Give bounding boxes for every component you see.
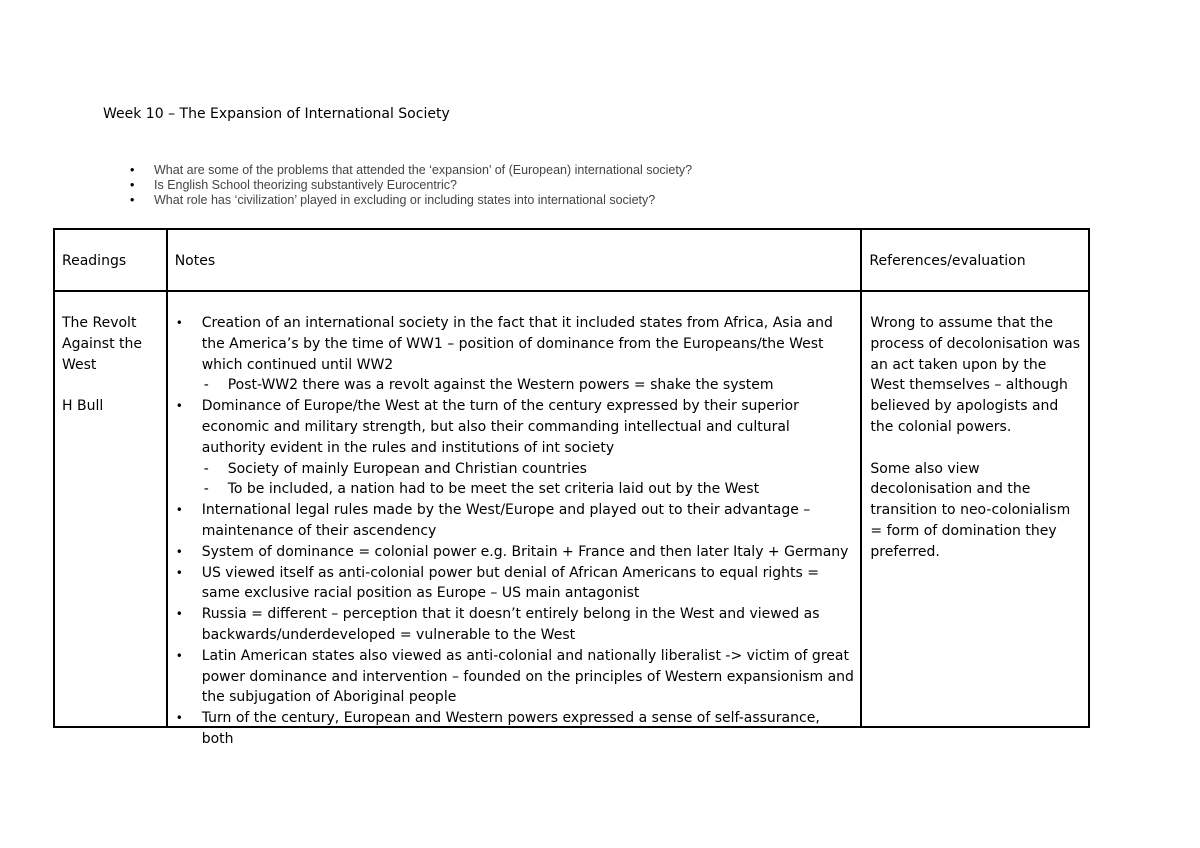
note-text: Creation of an international society in the fact that it included states from Africa, Asia and the America’s by the time of WW1 – position of dominance from the Europeans/the West which continued until WW2 [201,315,833,373]
reading-title-line: Against the [62,335,143,352]
note-subitem [168,375,855,396]
note-subitem [168,479,855,500]
dash-icon: - [203,481,209,498]
table-header-row [54,229,1089,291]
bullet-icon: • [175,399,183,414]
readings-table [53,228,1090,747]
note-item [168,500,855,542]
note-text: International legal rules made by the West/Europe and played out to their advantage – maintenance of their ascendency [201,502,811,539]
bullet-icon: • [175,316,183,330]
evaluation-cell [861,291,1089,727]
bullet-icon: • [130,178,135,192]
question-item [130,178,692,193]
question-text: What role has ‘civilization’ played in excluding or including states into international society? [154,193,656,207]
header-references-label: References/evaluation [869,252,1026,269]
note-subitem [168,459,855,480]
note-item [168,708,855,750]
question-text: What are some of the problems that attended the ‘expansion’ of (European) international society? [154,163,693,177]
dash-icon: - [203,377,209,394]
question-item [130,163,692,178]
header-notes [167,229,862,291]
bullet-icon: • [130,163,135,177]
note-item [168,396,855,458]
note-item [168,563,855,605]
evaluation-paragraph: Some also view decolonisation and the transition to neo-colonialism = form of domination they preferred. [870,460,1071,560]
question-item [130,193,692,208]
note-item [168,646,855,708]
header-references [861,229,1089,291]
note-text: US viewed itself as anti-colonial power but denial of African Americans to equal rights = same exclusive racial position as Europe – US main antagonist [201,564,819,602]
reading-cell [54,291,167,727]
bullet-icon: • [175,544,183,559]
page-title: Week 10 – The Expansion of International Society [103,106,450,122]
note-text: Dominance of Europe/the West at the turn of the century expressed by their superior economic and military strength, but also their commanding intellectual and cultural authority evident in the rules and institutions of int society [201,398,799,456]
note-subitem-text: Society of mainly European and Christian countries [227,460,587,477]
bullet-icon: • [175,711,183,726]
reading-title-line: The Revolt [62,315,137,331]
note-text: Russia = different – perception that it doesn’t entirely belong in the West and viewed as backwards/underdeveloped = vulnerable to the West [201,606,820,643]
table-row [54,291,1089,727]
bullet-icon: • [175,565,183,580]
header-readings-label: Readings [62,252,127,269]
dash-icon: - [203,460,209,477]
evaluation-paragraph: Wrong to assume that the process of decolonisation was an act taken upon by the West themselves – although believed by apologists and the colonial powers. [870,315,1081,435]
bullet-icon: • [175,648,183,663]
bullet-icon: • [175,607,183,622]
question-text: Is English School theorizing substantively Eurocentric? [154,178,457,192]
note-item [168,542,855,563]
reading-author: H Bull [62,398,104,415]
bullet-icon: • [175,503,183,518]
note-subitem-text: To be included, a nation had to be meet the set criteria laid out by the West [227,481,760,498]
note-item [168,313,855,375]
note-text: System of dominance = colonial power e.g. Britain + France and then later Italy + Germany [201,543,849,560]
header-notes-label: Notes [174,252,216,269]
note-text: Turn of the century, European and Western powers expressed a sense of self-assurance, both [201,710,820,747]
reading-title-line: West [62,356,97,373]
bullet-icon: • [130,193,135,207]
note-subitem-text: Post-WW2 there was a revolt against the Western powers = shake the system [227,377,774,394]
question-list [130,163,692,208]
note-text: Latin American states also viewed as anti-colonial and nationally liberalist -> victim of great power dominance and intervention – founded on the principles of Western expansionism and the subjugation of Aboriginal people [201,647,854,706]
notes-cell [167,291,862,747]
note-item [168,604,855,646]
header-readings [54,229,167,291]
